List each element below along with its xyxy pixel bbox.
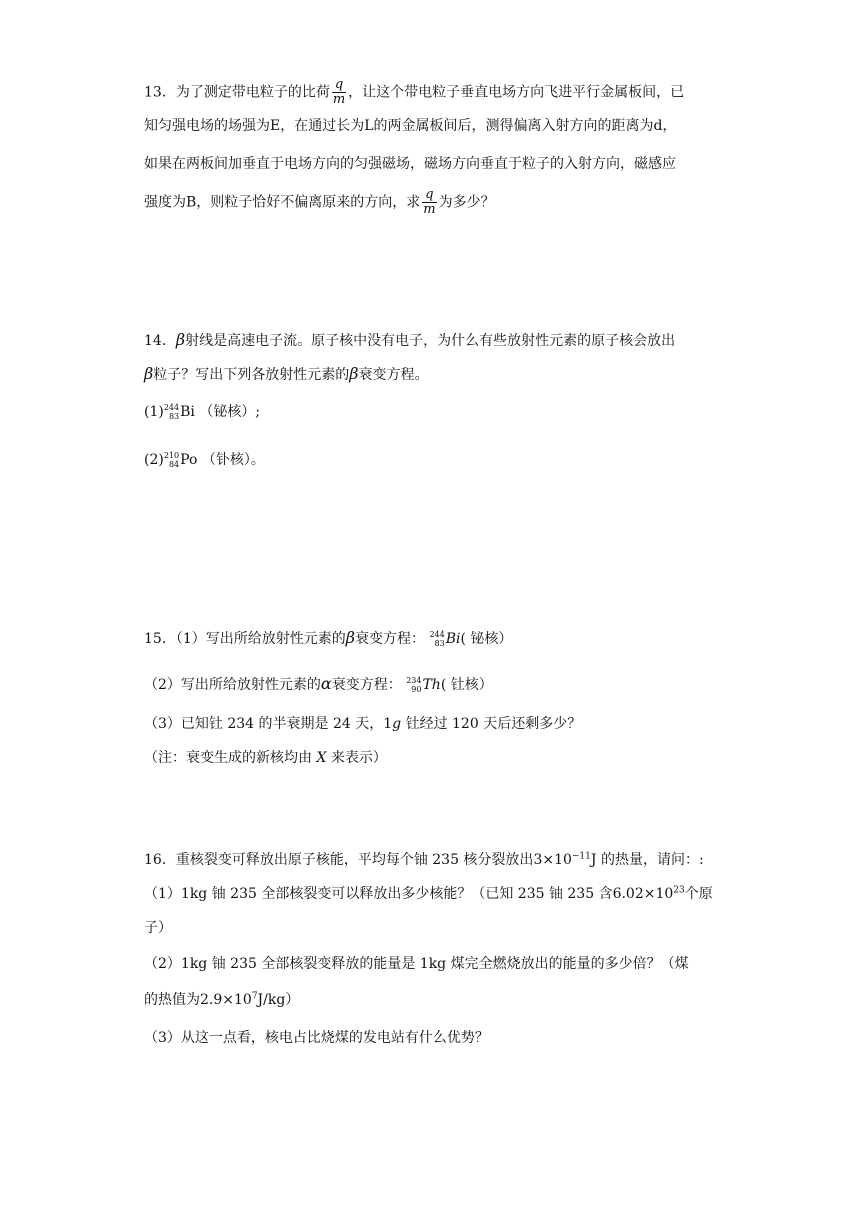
q15-line-3: （3）已知钍 234 的半衰期是 24 天，1g 钍经过 120 天后还剩多少？: [144, 716, 582, 732]
nuclide-notation: 244 83: [429, 630, 445, 648]
q16-line-5: 的热值为$2.9\times 10^7J/kg$）: [144, 991, 300, 1008]
q15-line-4: （注：衰变生成的新核均由 X 来表示）: [144, 750, 387, 766]
q15-line-2: （2）写出所给放射性元素的α衰变方程： 234 90 Th( 钍核）: [144, 674, 493, 694]
q16-line-1: 16．重核裂变可释放出原子核能，平均每个铀 235 核分裂放出$3\times 10^{-11}J$ 的热量，请问：:: [144, 851, 704, 868]
q15-line-1: 15．（1）写出所给放射性元素的β衰变方程： 244 83 Bi( 铋核）: [144, 628, 513, 648]
charge-mass-fraction: $\frac{q}{m}$: [332, 77, 346, 107]
q16-line-2: （1）1kg 铀 235 全部核裂变可以释放出多少核能？（已知 235 铀 235 含$6.02\times 10^{23}$个原: [144, 885, 713, 902]
q16-line-6: （3）从这一点看，核电占比烧煤的发电站有什么优势？: [144, 1030, 489, 1046]
nuclide-notation: 244 83: [163, 403, 180, 421]
charge-mass-fraction: $\frac{q}{m}$: [423, 187, 436, 217]
nuclide-notation: 234 90: [406, 676, 422, 694]
q14-line-1: 14．β射线是高速电子流。原子核中没有电子，为什么有些放射性元素的原子核会放出: [144, 330, 676, 349]
nuclide-notation: 210 84: [163, 451, 180, 469]
q14-item-2: (2) 210 84 Po （钋核）。: [144, 451, 265, 469]
q13-line-3: 如果在两板间加垂直于电场方向的匀强磁场，磁场方向垂直于粒子的入射方向，磁感应: [144, 156, 676, 172]
q13-line-2: 知匀强电场的场强为E，在通过长为L的两金属板间后，测得偏离入射方向的距离为d，: [144, 118, 677, 134]
q14-item-1: (1) 244 83 Bi （铋核）;: [144, 403, 261, 421]
q13-line-4: 强度为B，则粒子恰好不偏离原来的方向，求 $\frac{q}{m}$ 为多少？: [144, 187, 495, 217]
q16-line-3: 子）: [144, 920, 172, 936]
q13-line-1: 13．为了测定带电粒子的比荷 $\frac{q}{m}$ ，让这个带电粒子垂直电场方向飞进平行金属板间，已: [144, 77, 685, 107]
q16-line-4: （2）1kg 铀 235 全部核裂变释放的能量是 1kg 煤完全燃烧放出的能量的多少倍？（煤: [144, 956, 689, 972]
q14-line-2: β粒子？写出下列各放射性元素的β衰变方程。: [144, 364, 429, 383]
